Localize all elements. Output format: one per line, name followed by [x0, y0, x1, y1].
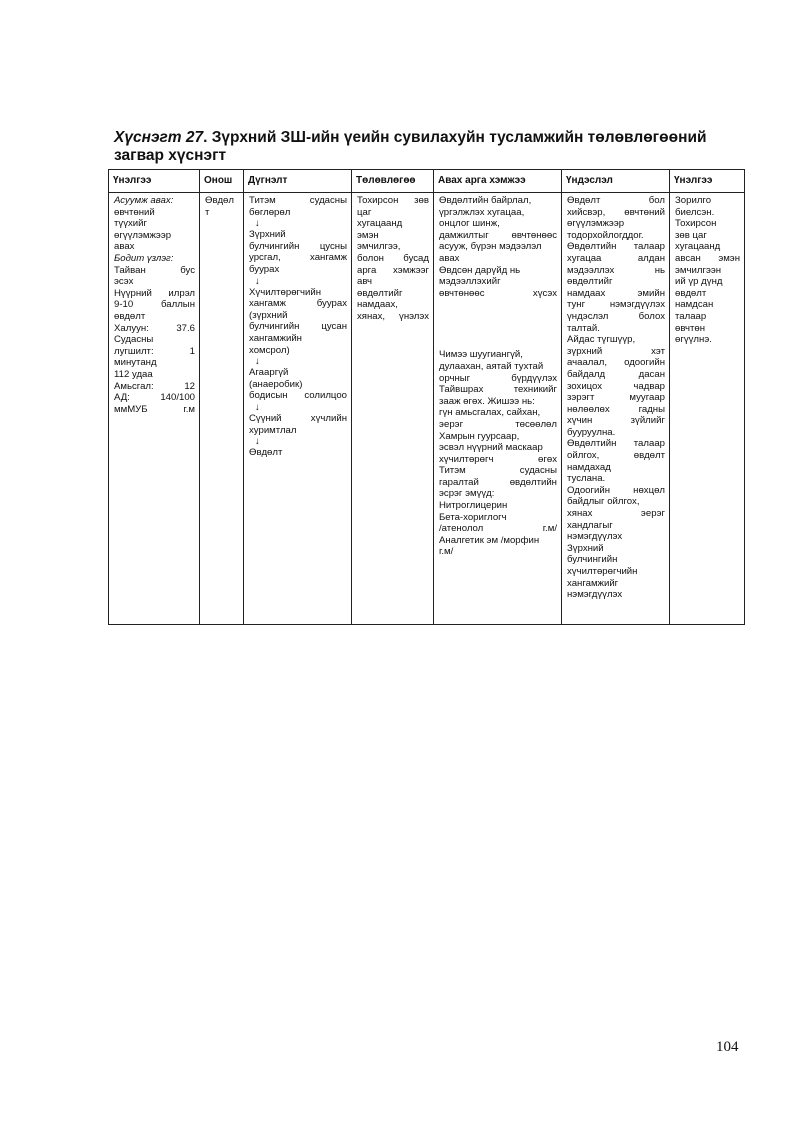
text-line: (анаеробик) — [249, 378, 303, 390]
text-line: түүхийг — [114, 218, 148, 230]
text-line: Одоогийн нөхцөл — [567, 484, 665, 496]
text-line: үндэслэл болох — [567, 310, 665, 322]
text-line: болон бусад — [357, 252, 429, 264]
text-line: Нитроглицерин — [439, 500, 508, 512]
text-line: өгүүлэмжээр — [114, 229, 172, 241]
text-line: Айдас түгшүүр, — [567, 334, 636, 346]
text-line: эсрэг эмүүд: — [439, 488, 495, 500]
text-line: арга хэмжээг — [357, 264, 429, 276]
text-line: дулаахан, аятай тухтай — [439, 360, 544, 372]
subjective-label: Асуумж авах: — [114, 195, 174, 206]
header-conclusion: Дүгнэлт — [244, 170, 352, 193]
text-line: Тайван бус — [114, 264, 195, 276]
text-line: дамжилтыг өвчтөнөөс — [439, 229, 557, 241]
header-actions: Авах арга хэмжээ — [434, 170, 562, 193]
text-line: ммМУБ г.м — [114, 403, 195, 415]
cell-actions — [434, 193, 562, 625]
text-line: намдсан — [675, 299, 714, 311]
text-line: тунг нэмэгдүүлэх — [567, 299, 665, 311]
text-line: өвдөлт — [114, 310, 146, 322]
text-line: (зүрхний — [249, 309, 288, 321]
text-line: орчныг бүрдүүлэх — [439, 372, 557, 384]
text-line: Зүрхний — [249, 229, 286, 241]
text-line: урсгал, хангамж — [249, 252, 347, 264]
text-line: талаар — [675, 310, 707, 322]
text-line: буурах — [249, 263, 280, 275]
text-line: эмчилгээн — [675, 264, 722, 276]
text-line: булчингийн цусны — [249, 240, 347, 252]
text-line: хангамжийг — [567, 577, 619, 589]
nursing-care-plan-table — [108, 169, 745, 625]
text-line: лугшилт: 1 — [114, 345, 195, 357]
text-line: хянах, үнэлэх — [357, 310, 429, 322]
header-assessment: Үнэлгээ — [109, 170, 200, 193]
text-line: Тохирсон — [675, 218, 717, 230]
text-line: Өвдөл — [205, 195, 234, 206]
text-line: онцлог шинж, — [439, 218, 500, 230]
header-plan: Төлөвлөгөө — [352, 170, 434, 193]
caption-label: Хүснэгт 27 — [114, 129, 204, 146]
text-line: эмчилгээ, — [357, 241, 401, 253]
text-line: 112 удаа — [114, 368, 153, 380]
text-line: хийсвэр, өвчтөний — [567, 206, 665, 218]
text-line: Өвдөлтийн талаар — [567, 438, 665, 450]
caption-text: . Зүрхний ЗШ-ийн үеийн сувилахуйн тусламжийн төлөвлөгөөний загвар хүснэгт — [114, 129, 707, 164]
text-line: Бета-хориглогч — [439, 511, 507, 523]
text-line: хангамж буурах — [249, 298, 347, 310]
text-line: намдахад — [567, 461, 611, 473]
text-line: Өвдөлт — [249, 447, 283, 459]
text-line: талтай. — [567, 322, 600, 334]
text-line: Сүүний хүчлийн — [249, 412, 347, 424]
assessment-lines2 — [114, 265, 195, 416]
text-line: Өвдөлтийн байрлал, — [439, 195, 532, 206]
header-diagnosis: Онош — [200, 170, 244, 193]
text-line: хугацаанд — [675, 241, 721, 253]
text-line: намдаах эмийн — [567, 287, 665, 299]
text-line: хугацаа алдан — [567, 252, 665, 264]
plan-lines — [357, 195, 429, 323]
cell-plan — [352, 193, 434, 625]
text-line: эсэх — [114, 276, 134, 288]
text-line: туслана. — [567, 473, 606, 485]
text-line: Хүчилтөрөгчийн — [249, 286, 322, 298]
text-line: т — [205, 206, 210, 218]
actions-spacer — [439, 299, 557, 349]
text-line: авах — [114, 241, 135, 253]
text-line: өвдөлт — [675, 287, 707, 299]
text-line: булчингийн цусан — [249, 321, 347, 333]
text-line: зүрхний хэт — [567, 345, 665, 357]
text-line: гаралтай өвдөлтийн — [439, 476, 557, 488]
cell-assessment — [109, 193, 200, 625]
text-line: өвдөлтийг — [567, 276, 613, 288]
objective-label: Бодит үзлэг: — [114, 252, 174, 264]
text-line: ачаалал, одоогийн — [567, 357, 665, 369]
text-line: Судасны — [114, 334, 154, 346]
table-row — [109, 193, 745, 625]
cell-rationale — [562, 193, 670, 625]
actions-lines-b — [439, 349, 557, 558]
text-line: 9-10 баллын — [114, 299, 195, 311]
text-line: зохицох чадвар — [567, 380, 665, 392]
down-arrow-icon: ↓ — [255, 401, 260, 413]
text-line: эмэн — [357, 229, 379, 241]
table-caption — [114, 129, 754, 165]
text-line: гүн амьсгалах, сайхан, — [439, 407, 541, 419]
text-line: булчингийн — [567, 554, 618, 566]
text-line: Титэм судасны — [439, 465, 557, 477]
text-line: нөлөөлөх гадны — [567, 403, 665, 415]
cell-diagnosis — [200, 193, 244, 625]
text-line: Нүүрний илрэл — [114, 287, 195, 299]
table-header-row — [109, 170, 745, 193]
down-arrow-icon: ↓ — [255, 218, 260, 230]
down-arrow-icon: ↓ — [255, 356, 260, 368]
text-line: үргэлжлэх хугацаа, — [439, 206, 525, 218]
cell-evaluation — [670, 193, 745, 625]
text-line: ойлгох, өвдөлт — [567, 450, 665, 462]
text-line: Халуун: 37.6 — [114, 322, 195, 334]
text-line: Өвдөлт бол — [567, 195, 665, 206]
text-line: хандлагыг — [567, 519, 613, 531]
text-line: мэдээллэх нь — [567, 264, 665, 276]
text-line: Өвдсөн дарүйд нь — [439, 264, 521, 276]
evaluation-lines — [675, 195, 740, 346]
text-line: зааж өгөх. Жишээ нь: — [439, 395, 535, 407]
assessment-lines — [114, 207, 195, 253]
down-arrow-icon: ↓ — [255, 436, 260, 448]
text-line: авсан эмэн — [675, 252, 740, 264]
rationale-lines — [567, 195, 665, 601]
text-line: нэмэгдүүлэх — [567, 531, 623, 543]
text-line: асууж, бүрэн мэдээлэл — [439, 241, 542, 253]
text-line: Зүрхний — [567, 542, 604, 554]
text-line: эсвэл нүүрний маскаар — [439, 442, 543, 454]
page-number: 104 — [716, 1039, 739, 1055]
text-line: авч — [357, 276, 372, 288]
text-line: Өвдөлтийн талаар — [567, 241, 665, 253]
text-line: бууруулна. — [567, 426, 616, 438]
text-line: Зорилго — [675, 195, 712, 206]
text-line: мэдээллэхийг — [439, 276, 501, 288]
text-line: г.м/ — [439, 546, 454, 558]
text-line: байдлыг ойлгох, — [567, 496, 640, 508]
text-line: Амьсгал: 12 — [114, 380, 195, 392]
text-line: өвдөлтийг — [357, 287, 403, 299]
cell-conclusion — [244, 193, 352, 625]
text-line: намдаах, — [357, 299, 398, 311]
text-line: Тохирсон зөв — [357, 195, 429, 206]
text-line: зөв цаг — [675, 229, 707, 241]
text-line: бодисын солилцоо — [249, 390, 347, 402]
text-line: Аналгетик эм /морфин — [439, 534, 540, 546]
text-line: авах — [439, 252, 460, 264]
text-line: ий үр дүнд — [675, 276, 723, 288]
text-line: хугацаанд — [357, 218, 403, 230]
text-line: биелсэн. — [675, 206, 715, 218]
text-line: /атенолол г.м/ — [439, 523, 557, 535]
text-line: тодорхойлогддог. — [567, 229, 644, 241]
text-line: хүчилтөрөгч өгөх — [439, 453, 557, 465]
text-line: хуримтлал — [249, 424, 297, 436]
text-line: хүчин зүйлийг — [567, 415, 665, 427]
text-line: Тайвшрах техникийг — [439, 384, 557, 396]
text-line: цаг — [357, 206, 372, 218]
conclusion-lines — [249, 195, 347, 459]
text-line: хангамжийн — [249, 332, 302, 344]
text-line: зэрэгт муугаар — [567, 392, 665, 404]
text-line: өвчтөнөөс хүсэх — [439, 287, 557, 299]
text-line: Агааргүй — [249, 367, 289, 379]
header-evaluation: Үнэлгээ — [670, 170, 745, 193]
text-line: бөглөрөл — [249, 206, 291, 218]
text-line: өгүүлэмжээр — [567, 218, 625, 230]
text-line: эерэг төсөөлөл — [439, 418, 557, 430]
actions-lines-a — [439, 195, 557, 299]
text-line: Чимээ шуугиангүй, — [439, 349, 523, 361]
diagnosis-lines — [205, 195, 239, 218]
header-rationale: Үндэслэл — [562, 170, 670, 193]
text-line: Титэм судасны — [249, 195, 347, 206]
text-line: хомсрол) — [249, 344, 290, 356]
text-line: Хамрын гуурсаар, — [439, 430, 520, 442]
text-line: өвчтөн — [675, 322, 706, 334]
text-line: АД: 140/100 — [114, 392, 195, 404]
text-line: байдалд дасан — [567, 368, 665, 380]
text-line: минутанд — [114, 357, 157, 369]
text-line: хянах эерэг — [567, 508, 665, 520]
text-line: өвчтөний — [114, 206, 155, 218]
text-line: өгүүлнэ. — [675, 334, 712, 346]
text-line: нэмэгдүүлэх — [567, 589, 623, 601]
text-line: хүчилтөрөгчийн — [567, 566, 638, 577]
down-arrow-icon: ↓ — [255, 275, 260, 287]
